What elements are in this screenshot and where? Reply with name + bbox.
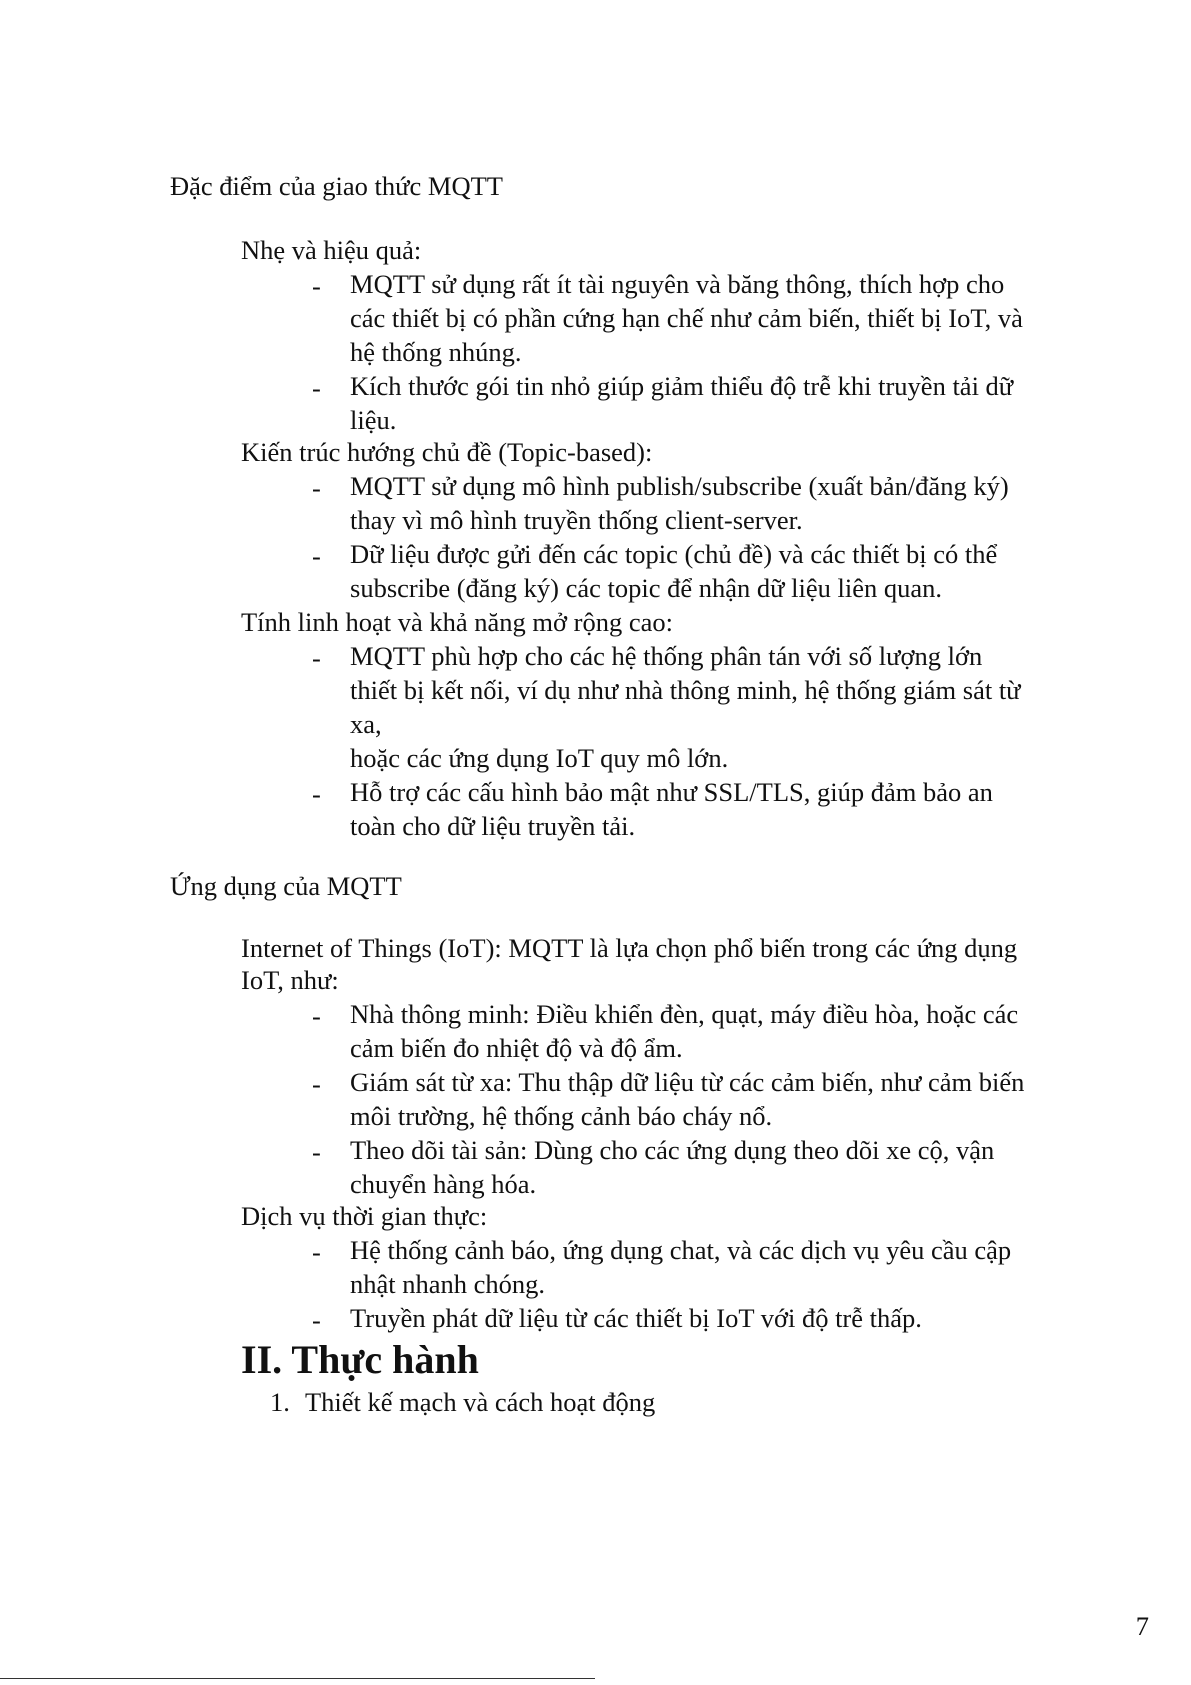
subheading-lightweight: Nhẹ và hiệu quả: <box>241 235 422 265</box>
bullet-line: Kích thước gói tin nhỏ giúp giảm thiểu độ trễ khi truyền tải dữ <box>350 371 1014 401</box>
subheading-realtime: Dịch vụ thời gian thực: <box>241 1201 488 1231</box>
bullet-marker: - <box>312 643 321 673</box>
bullet-line: môi trường, hệ thống cảnh báo cháy nổ. <box>350 1101 773 1131</box>
bullet-marker: - <box>312 541 321 571</box>
bullet-marker: - <box>312 1069 321 1099</box>
bullet-marker: - <box>312 271 321 301</box>
practice-heading: II. Thực hành <box>241 1337 479 1382</box>
bullet-marker: - <box>312 779 321 809</box>
bullet-line: Hệ thống cảnh báo, ứng dụng chat, và các dịch vụ yêu cầu cập <box>350 1235 1012 1265</box>
bullet-line: chuyển hàng hóa. <box>350 1169 537 1199</box>
bullet-line: MQTT sử dụng mô hình publish/subscribe (xuất bản/đăng ký) <box>350 471 1009 501</box>
section-title-mqtt-features: Đặc điểm của giao thức MQTT <box>170 171 503 201</box>
bullet-line: MQTT sử dụng rất ít tài nguyên và băng thông, thích hợp cho <box>350 269 1005 299</box>
bullet-line: subscribe (đăng ký) các topic để nhận dữ liệu liên quan. <box>350 573 943 603</box>
bullet-marker: - <box>312 373 321 403</box>
bullet-marker: - <box>312 1001 321 1031</box>
bullet-line: cảm biến đo nhiệt độ và độ ẩm. <box>350 1033 683 1063</box>
footer-divider <box>0 1678 595 1679</box>
subheading-topic-based: Kiến trúc hướng chủ đề (Topic-based): <box>241 437 653 467</box>
bullet-line: Truyền phát dữ liệu từ các thiết bị IoT với độ trễ thấp. <box>350 1303 922 1333</box>
bullet-line: Dữ liệu được gửi đến các topic (chủ đề) và các thiết bị có thể <box>350 539 998 569</box>
bullet-marker: - <box>312 473 321 503</box>
bullet-line: toàn cho dữ liệu truyền tải. <box>350 811 636 841</box>
bullet-line: các thiết bị có phần cứng hạn chế như cảm biến, thiết bị IoT, và <box>350 303 1023 333</box>
bullet-line: thiết bị kết nối, ví dụ như nhà thông minh, hệ thống giám sát từ <box>350 675 1021 705</box>
bullet-marker: - <box>312 1305 321 1335</box>
bullet-line: xa, <box>350 709 382 739</box>
bullet-line: Nhà thông minh: Điều khiển đèn, quạt, máy điều hòa, hoặc các <box>350 999 1019 1029</box>
subheading-scalability: Tính linh hoạt và khả năng mở rộng cao: <box>241 607 674 637</box>
section-title-mqtt-applications: Ứng dụng của MQTT <box>170 871 402 901</box>
subheading-iot-cont: IoT, như: <box>241 965 339 995</box>
bullet-line: liệu. <box>350 405 397 435</box>
bullet-line: MQTT phù hợp cho các hệ thống phân tán với số lượng lớn <box>350 641 983 671</box>
bullet-marker: - <box>312 1137 321 1167</box>
bullet-line: Hỗ trợ các cấu hình bảo mật như SSL/TLS, giúp đảm bảo an <box>350 777 993 807</box>
bullet-line: thay vì mô hình truyền thống client-server. <box>350 505 803 535</box>
bullet-line: nhật nhanh chóng. <box>350 1269 546 1299</box>
subheading-iot: Internet of Things (IoT): MQTT là lựa chọn phổ biến trong các ứng dụng <box>241 933 1018 963</box>
bullet-line: Giám sát từ xa: Thu thập dữ liệu từ các cảm biến, như cảm biến <box>350 1067 1025 1097</box>
bullet-line: Theo dõi tài sản: Dùng cho các ứng dụng theo dõi xe cộ, vận <box>350 1135 995 1165</box>
bullet-marker: - <box>312 1237 321 1267</box>
page-number: 7 <box>1135 1611 1149 1641</box>
practice-list-number: 1. <box>270 1387 290 1417</box>
bullet-line: hoặc các ứng dụng IoT quy mô lớn. <box>350 743 729 773</box>
practice-list-item: Thiết kế mạch và cách hoạt động <box>305 1387 656 1417</box>
bullet-line: hệ thống nhúng. <box>350 337 522 367</box>
